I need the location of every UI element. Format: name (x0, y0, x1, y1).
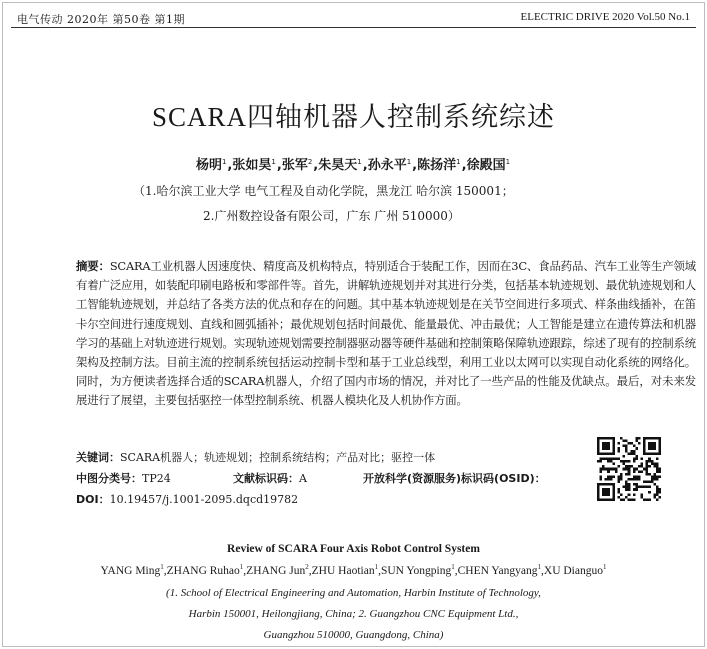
author-separator: , (362, 158, 368, 173)
author-affiliation-mark: 1 (451, 563, 455, 571)
english-title: Review of SCARA Four Axis Robot Control System (227, 543, 480, 555)
author-separator: , (378, 564, 381, 577)
author-name: 孙永平 (367, 158, 407, 173)
author-separator: , (276, 158, 282, 173)
affiliation-line-1: （1.哈尔滨工业大学 电气工程及自动化学院，黑龙江 哈尔滨 150001； (133, 184, 514, 198)
abstract-text: SCARA工业机器人因速度快、精度高及机构特点，特别适合于装配工作，因而在3C、食品药品、汽车工业等生产领域有着广泛应用，如装配印刷电路板和零部件等。首先，讲解轨迹规划并对其进行分类，包括基本轨迹规划、最优轨迹规划和人工智能轨迹规划，并总结了各类方法的优点和存在的问题。其中基本轨迹规划是在关节空间进行多项式、样条曲线插补，在笛卡尔空间进行速度规划、直线和圆弧插补；最优规划包括时间最优、能量最优、冲击最优；人工智能是建立在遗传算法和机器学习的基础上对轨迹进行规划。实现轨迹规划需要控制器驱动器等硬件基础和控制策略保障轨迹跟踪，综述了现有的控制系统架构及控制方法。目前主流的控制系统包括运动控制卡型和基于工业总线型，利用工业以太网可以实现自动化系统的网络化。同时，为方便读者选择合适的SCARA机器人，介绍了国内市场的情况，并对比了一些产品的性能及优缺点。最后，对未来发展进行了展望，主要包括驱控一体型控制系统、机器人模块化及人机协作方面。 (76, 259, 696, 408)
author-affiliation-mark: 1 (160, 563, 164, 571)
english-author-name: XU Dianguo (543, 564, 603, 577)
author-affiliation-mark: 2 (305, 563, 309, 571)
author-separator: , (243, 564, 247, 577)
author-separator: , (163, 564, 167, 577)
author-affiliation-mark: 1 (456, 157, 461, 166)
author-name: 陈扬洋 (417, 158, 457, 173)
journal-header (3, 3, 704, 29)
author-affiliation-mark: 1 (602, 563, 607, 571)
paper-title: SCARA四轴机器人控制系统综述 (151, 102, 556, 132)
english-author-name: ZHU Haotian (311, 564, 375, 577)
author-affiliation-mark: 1 (406, 157, 412, 166)
english-affiliation-line-1: (1. School of Electrical Engineering and Automation, Harbin Institute of Technology, (166, 587, 541, 599)
english-affiliation-line-2: Harbin 150001, Heilongjiang, China; 2. Guangzhou CNC Equipment Ltd., (188, 608, 519, 620)
english-author-name: ZHANG Jun (246, 564, 306, 577)
author-separator: , (227, 158, 233, 173)
author-name: 朱昊天 (318, 158, 358, 173)
osid-label: 开放科学(资源服务)标识码(OSID)： (363, 472, 546, 485)
author-affiliation-mark: 1 (505, 157, 511, 166)
author-name: 徐殿国 (466, 158, 506, 173)
osid-qr-code-icon[interactable] (597, 437, 661, 501)
doc-code-value: A (299, 472, 307, 485)
keywords (76, 449, 435, 465)
header-rule (11, 27, 696, 28)
author-separator: , (313, 158, 319, 173)
author-affiliation-mark: 1 (537, 563, 542, 571)
author-affiliation-mark: 1 (221, 157, 227, 166)
doi-label: DOI： (76, 493, 110, 506)
clc-number (76, 470, 171, 486)
author-affiliation-mark: 1 (357, 157, 362, 166)
clc-value: TP24 (142, 472, 171, 485)
abstract-label: 摘要： (76, 259, 110, 273)
author-affiliation-mark: 1 (374, 563, 379, 571)
author-separator: , (541, 564, 544, 577)
english-affiliation-line-3: Guangzhou 510000, Guangdong, China) (263, 629, 444, 641)
english-author-name: CHEN Yangyang (457, 564, 538, 577)
document-code (233, 470, 307, 486)
author-separator: , (308, 564, 312, 577)
author-name: 杨明 (195, 158, 222, 173)
doi (76, 491, 298, 507)
doi-value: 10.19457/j.1001-2095.dqcd19782 (109, 493, 299, 506)
author-name: 张军 (281, 158, 308, 173)
osid (363, 470, 546, 486)
author-affiliation-mark: 1 (271, 157, 276, 166)
english-author-name: ZHANG Ruhao (166, 564, 240, 577)
header-journal-en: ELECTRIC DRIVE 2020 Vol.50 No.1 (520, 11, 690, 23)
abstract (76, 257, 696, 411)
keywords-value: SCARA机器人；轨迹规划；控制系统结构；产品对比；驱控一体 (120, 451, 436, 464)
paper-page (2, 2, 705, 647)
author-separator: , (412, 158, 418, 173)
english-author-name: SUN Yongping (380, 564, 452, 577)
author-name: 张如昊 (232, 158, 272, 173)
author-separator: , (461, 158, 467, 173)
english-author-list (3, 563, 704, 577)
keywords-label: 关键词： (76, 451, 120, 464)
doc-code-label: 文献标识码： (233, 472, 299, 485)
clc-label: 中图分类号： (76, 472, 142, 485)
author-affiliation-mark: 2 (307, 157, 313, 166)
english-author-name: YANG Ming (100, 564, 161, 577)
author-affiliation-mark: 1 (239, 563, 244, 571)
header-journal-cn: 电气传动 2020年 第50卷 第1期 (17, 13, 185, 26)
author-separator: , (454, 564, 458, 577)
affiliation-line-2: 2.广州数控设备有限公司，广东 广州 510000） (203, 209, 460, 223)
author-list (3, 154, 704, 173)
